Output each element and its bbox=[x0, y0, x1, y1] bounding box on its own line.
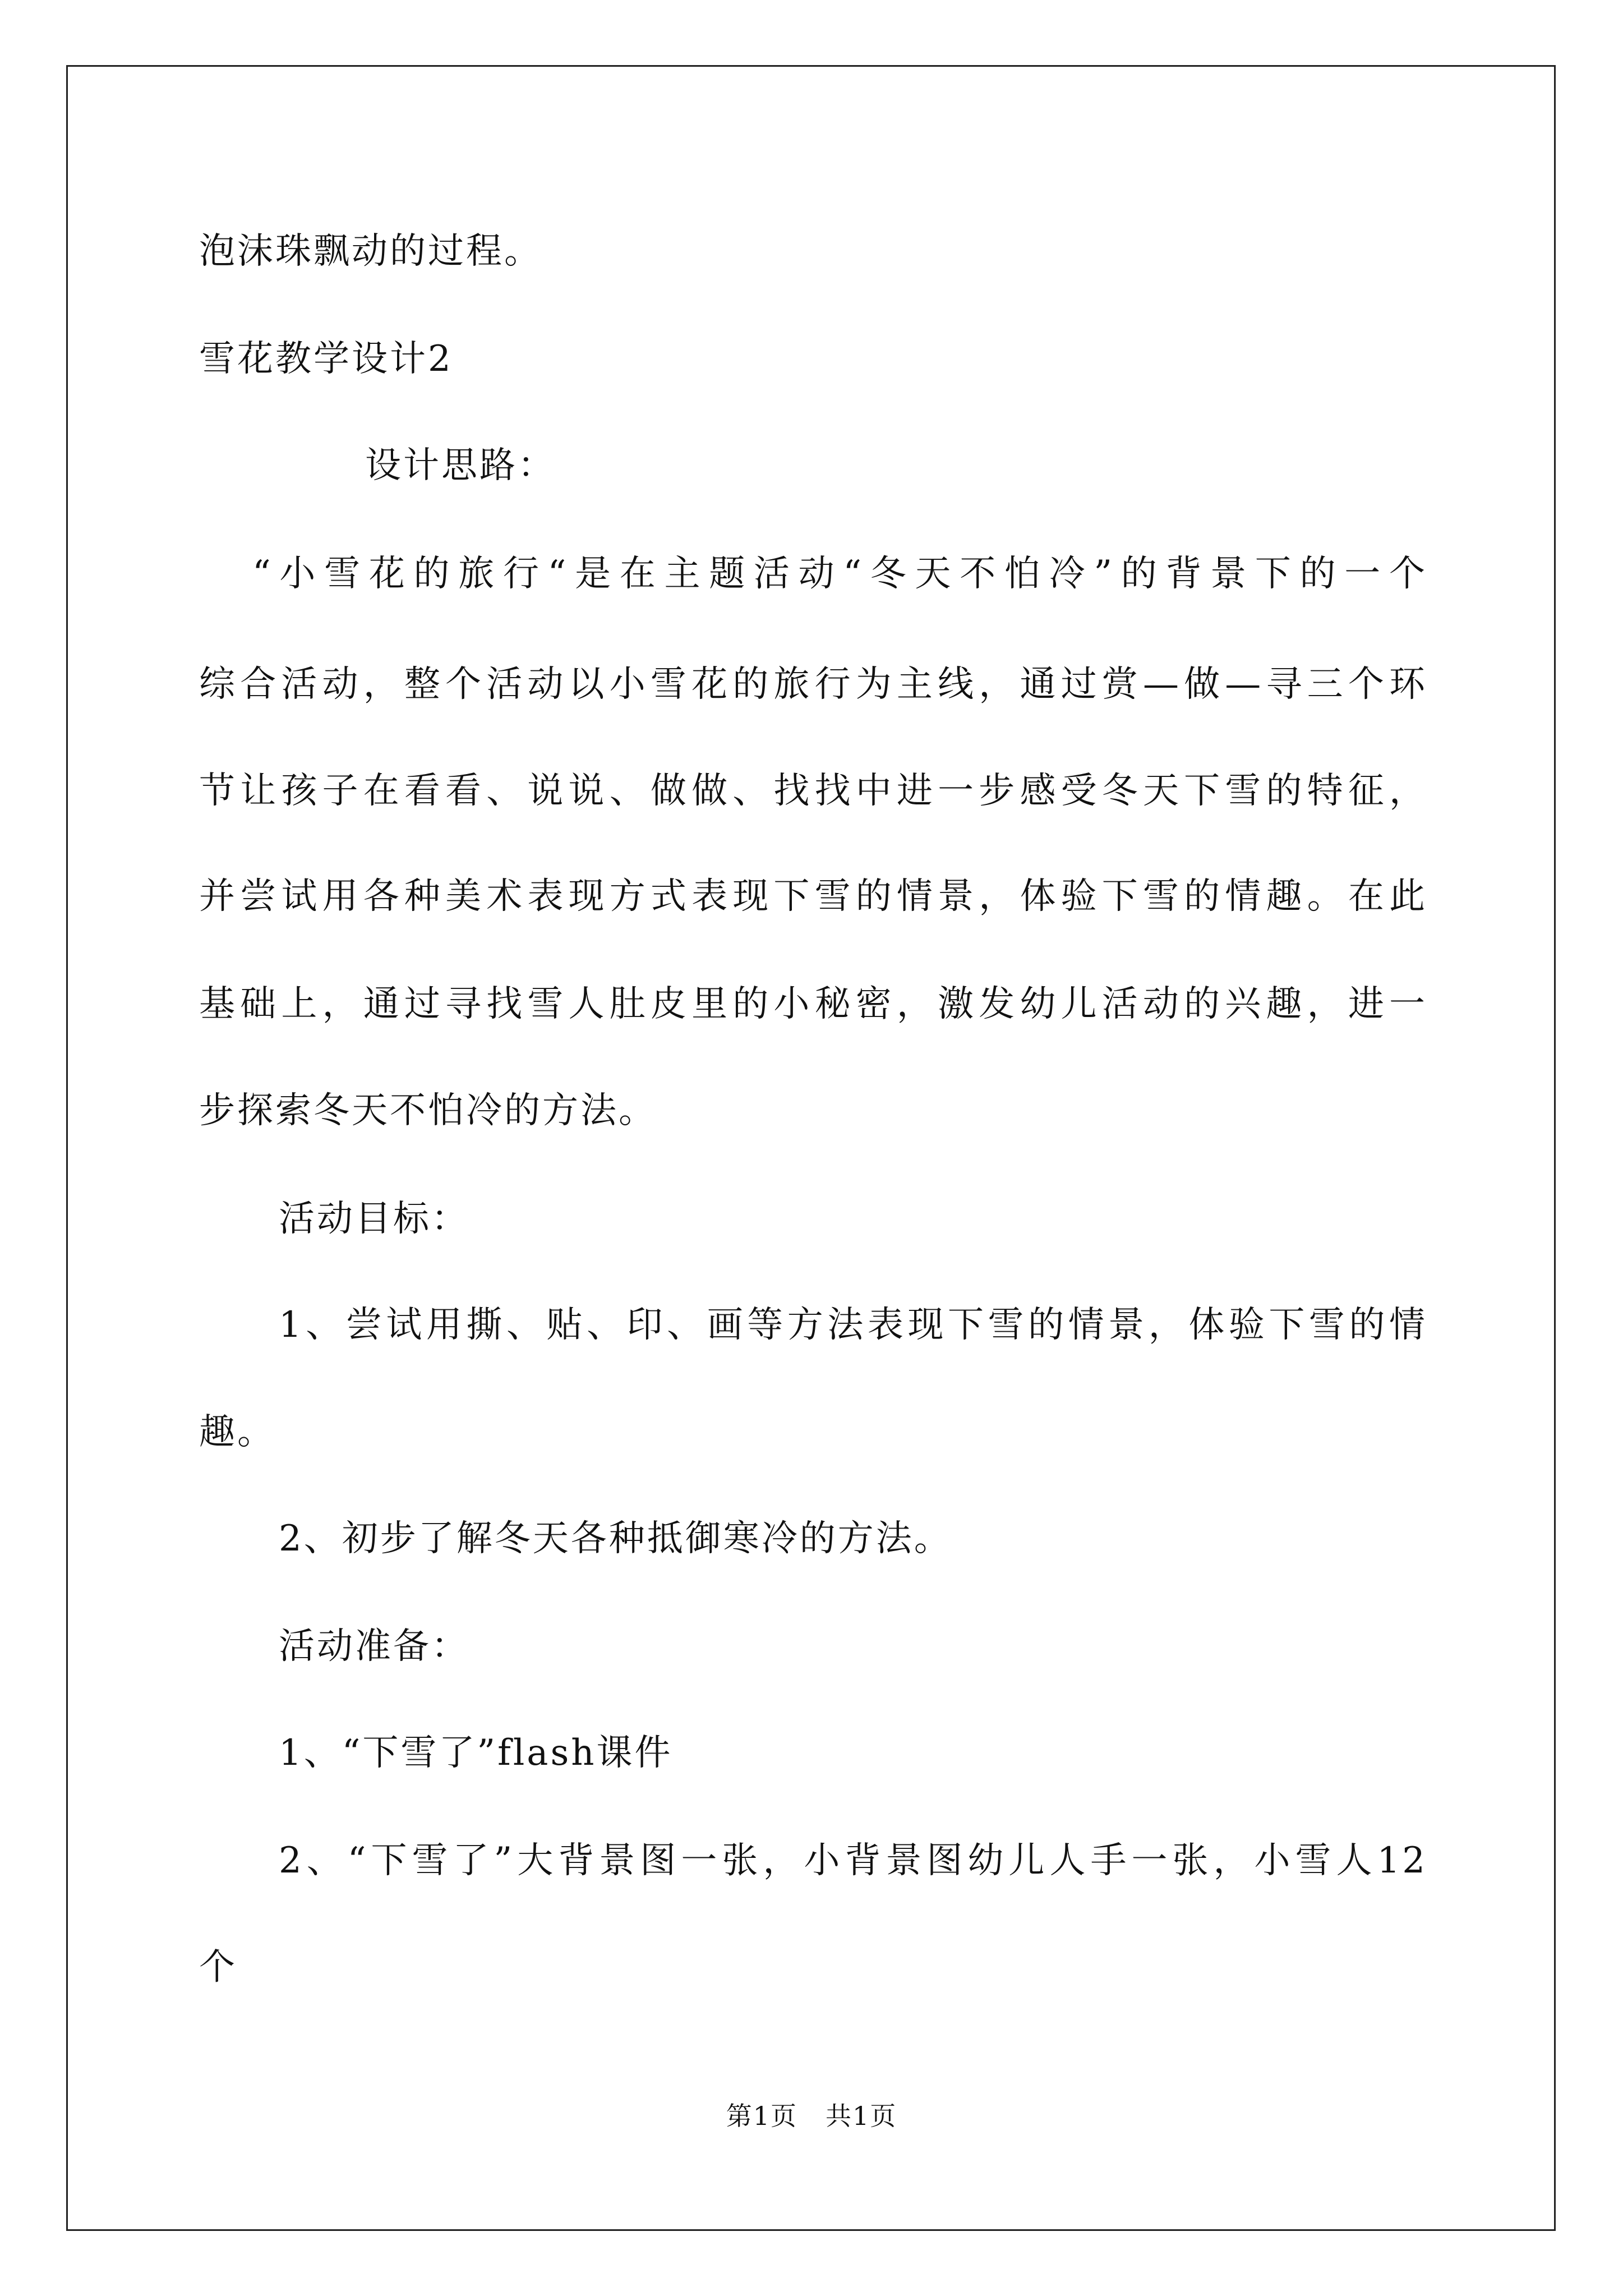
paragraph-line: 并尝试用各种美术表现方式表现下雪的情景，体验下雪的情趣。在此 bbox=[199, 876, 1427, 917]
list-item-continuation: 个 bbox=[199, 1947, 237, 1988]
page-footer bbox=[0, 2099, 1623, 2133]
section-title: 雪花教学设计2 bbox=[199, 338, 453, 380]
list-item: 1、尝试用撕、贴、印、画等方法表现下雪的情景，体验下雪的情 bbox=[279, 1304, 1427, 1346]
heading-design-idea: 设计思路： bbox=[365, 445, 556, 486]
list-item-continuation: 趣。 bbox=[199, 1411, 275, 1453]
list-item: 2、初步了解冬天各种抵御寒冷的方法。 bbox=[279, 1518, 952, 1559]
paragraph-line: “小雪花的旅行“是在主题活动“冬天不怕冷”的背景下的一个 bbox=[252, 553, 1427, 595]
paragraph-line: 基础上，通过寻找雪人肚皮里的小秘密，激发幼儿活动的兴趣，进一 bbox=[199, 983, 1427, 1025]
paragraph-line: 泡沫珠飘动的过程。 bbox=[199, 231, 542, 272]
heading-activity-preparation: 活动准备： bbox=[279, 1626, 469, 1667]
page-number: 第1页 bbox=[726, 2101, 797, 2131]
heading-activity-goals: 活动目标： bbox=[279, 1198, 469, 1240]
list-item: 2、“下雪了”大背景图一张，小背景图幼儿人手一张，小雪人12 bbox=[279, 1840, 1427, 1881]
paragraph-line: 综合活动，整个活动以小雪花的旅行为主线，通过赏—做—寻三个环 bbox=[199, 664, 1427, 705]
page-border bbox=[66, 65, 1556, 2231]
paragraph-line: 步探索冬天不怕冷的方法。 bbox=[199, 1090, 657, 1131]
list-item: 1、“下雪了”flash课件 bbox=[279, 1732, 673, 1774]
page-total: 共1页 bbox=[826, 2101, 897, 2131]
paragraph-line: 节让孩子在看看、说说、做做、找找中进一步感受冬天下雪的特征， bbox=[199, 770, 1427, 812]
